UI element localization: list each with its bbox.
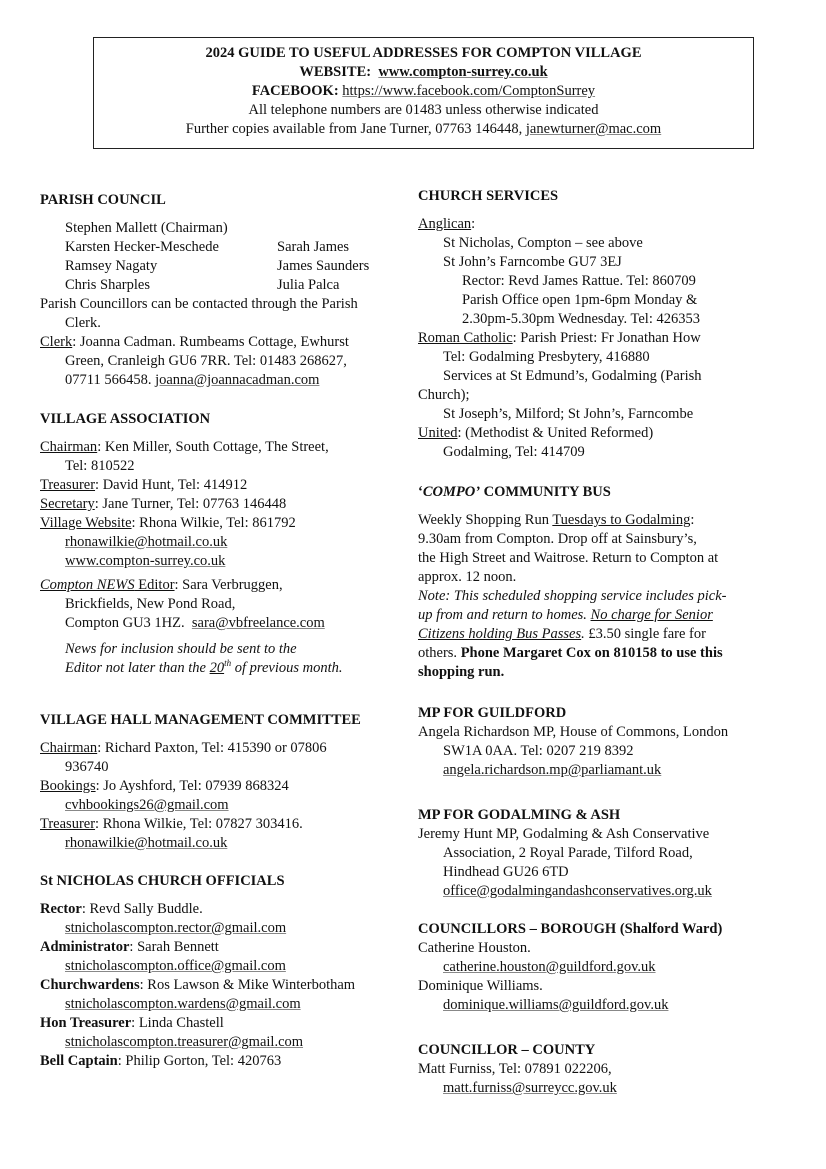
va-website-url [40,552,412,571]
bus-line-4: approx. 12 noon. [418,569,517,585]
va-chairman: Chairman: Ken Miller, South Cottage, The Street, [40,439,329,455]
village-website-link[interactable]: www.compton-surrey.co.uk [65,553,226,569]
village-hall-heading: VILLAGE HALL MANAGEMENT COMMITTEE [40,712,361,728]
facebook-link[interactable]: https://www.facebook.com/ComptonSurrey [342,83,596,99]
councillor-county-section [418,1041,790,1098]
va-website: Village Website: Rhona Wilkie, Tel: 861792 [40,515,296,531]
va-chairman-tel: Tel: 810522 [65,458,135,474]
header-box [93,37,754,149]
furniss-email-link[interactable]: matt.furniss@surreycc.gov.uk [443,1080,617,1096]
anglican-label: Anglican: [418,216,476,232]
office-email-link[interactable]: stnicholascompton.office@gmail.com [65,958,286,974]
anglican-4: Parish Office open 1pm-6pm Monday & [462,292,698,308]
hon-treasurer-email [40,1033,412,1052]
bus-line-3: the High Street and Waitrose. Return to Compton at [418,550,719,566]
mp-guildford-2: SW1A 0AA. Tel: 0207 219 8392 [443,743,634,759]
news-editor: Compton NEWS Editor: Sara Verbruggen, [40,577,283,593]
bus-note-2: up from and return to homes. No charge for Senior [418,607,713,623]
village-hall-section [40,711,412,853]
page-title: 2024 GUIDE TO USEFUL ADDRESSES FOR COMPTON VILLAGE [205,45,642,61]
church-services-heading: CHURCH SERVICES [418,188,559,204]
mp-godalming-heading: MP FOR GODALMING & ASH [418,807,621,823]
church-officials-section [40,872,412,1071]
bus-note-3: Citizens holding Bus Passes. £3.50 single fare for [418,626,706,642]
news-addr-2: Compton GU3 1HZ. sara@vbfreelance.com [65,615,325,631]
phone-note: All telephone numbers are 01483 unless otherwise indicated [248,102,599,118]
mp-guildford-section [418,704,790,780]
bookings-email-link[interactable]: cvhbookings26@gmail.com [65,797,229,813]
bus-note-1: Note: This scheduled shopping service includes pick- [418,588,727,604]
news-email-link[interactable]: sara@vbfreelance.com [191,615,325,631]
bus-line-1: Weekly Shopping Run Tuesdays to Godalming: [418,512,695,528]
rector-email-link[interactable]: stnicholascompton.rector@gmail.com [65,920,287,936]
bell-captain: Bell Captain: Philip Gorton, Tel: 420763 [40,1053,282,1069]
community-bus-section [418,483,790,682]
bus-line-5: others. Phone Margaret Cox on 810158 to use this [418,645,723,661]
county-councillor-email [418,1079,790,1098]
rc-tel: Tel: Godalming Presbytery, 416880 [443,349,650,365]
vh-treasurer: Treasurer: Rhona Wilkie, Tel: 07827 303416. [40,816,303,832]
rc-services-2: Church); [418,387,470,403]
rc-services-3: St Joseph’s, Milford; St John’s, Farncombe [443,406,694,422]
clerk-line: Clerk: Joanna Cadman. Rumbeams Cottage, Ewhurst [40,334,349,350]
houston-email-link[interactable]: catherine.houston@guildford.gov.uk [443,959,656,975]
united-tel: Godalming, Tel: 414709 [443,444,585,460]
roman-catholic: Roman Catholic: Parish Priest: Fr Jonathan How [418,330,701,346]
councillor-county-heading: COUNCILLOR – COUNTY [418,1042,596,1058]
anglican-3: Rector: Revd James Rattue. Tel: 860709 [462,273,696,289]
parish-members-row: Chris Sharples Julia Palca [65,277,340,293]
hon-treasurer: Hon Treasurer: Linda Chastell [40,1015,224,1031]
administrator-email [40,957,412,976]
rector: Rector: Revd Sally Buddle. [40,901,203,917]
parish-members-row: Ramsey Nagaty James Saunders [65,258,370,274]
va-website-email [40,533,412,552]
website-line: WEBSITE: www.compton-surrey.co.uk [299,64,548,80]
treasurer-email-link[interactable]: stnicholascompton.treasurer@gmail.com [65,1034,304,1050]
anglican-5: 2.30pm-5.30pm Wednesday. Tel: 426353 [462,311,700,327]
parish-contact-note-2: Clerk. [65,315,101,331]
vh-bookings: Bookings: Jo Ayshford, Tel: 07939 868324 [40,778,289,794]
councillors-borough-section [418,920,790,1015]
wardens-email-link[interactable]: stnicholascompton.wardens@gmail.com [65,996,301,1012]
administrator: Administrator: Sarah Bennett [40,939,219,955]
bus-line-2: 9.30am from Compton. Drop off at Sainsbury’s, [418,531,697,547]
church-officials-heading: St NICHOLAS CHURCH OFFICIALS [40,873,285,889]
news-note-1: News for inclusion should be sent to the [65,641,297,657]
councillors-borough-heading: COUNCILLORS – BOROUGH (Shalford Ward) [418,921,723,937]
vh-bookings-email [40,796,412,815]
mp-godalming-section [418,806,790,901]
churchwardens-email [40,995,412,1014]
mp-godalming-2: Association, 2 Royal Parade, Tilford Road, [443,845,693,861]
county-councillor: Matt Furniss, Tel: 07891 022206, [418,1061,612,1077]
mp-guildford-email-link[interactable]: angela.richardson.mp@parliamant.uk [443,762,662,778]
mp-guildford-heading: MP FOR GUILDFORD [418,705,567,721]
vh-treasurer-email [40,834,412,853]
community-bus-heading: ‘COMPO’ COMMUNITY BUS [418,484,611,500]
website-link[interactable]: www.compton-surrey.co.uk [378,64,548,80]
rc-services-1: Services at St Edmund’s, Godalming (Parish [443,368,702,384]
rhona-email-link[interactable]: rhonawilkie@hotmail.co.uk [65,534,228,550]
vh-treasurer-email-link[interactable]: rhonawilkie@hotmail.co.uk [65,835,228,851]
va-treasurer: Treasurer: David Hunt, Tel: 414912 [40,477,248,493]
rector-email [40,919,412,938]
churchwardens: Churchwardens: Ros Lawson & Mike Winterbotham [40,977,356,993]
mp-godalming-email-link[interactable]: office@godalmingandashconservatives.org.uk [443,883,712,899]
news-addr-1: Brickfields, New Pond Road, [65,596,236,612]
village-association-heading: VILLAGE ASSOCIATION [40,411,211,427]
councillor-2: Dominique Williams. [418,978,543,994]
mp-godalming-3: Hindhead GU26 6TD [443,864,569,880]
williams-email-link[interactable]: dominique.williams@guildford.gov.uk [443,997,669,1013]
vh-chairman-2: 936740 [65,759,109,775]
united: United: (Methodist & United Reformed) [418,425,654,441]
church-services-section [418,187,790,462]
parish-members-row: Karsten Hecker-Meschede Sarah James [65,239,350,255]
mp-godalming-email [418,882,790,901]
anglican-1: St Nicholas, Compton – see above [443,235,643,251]
councillor-1-email [418,958,790,977]
anglican-2: St John’s Farncombe GU7 3EJ [443,254,622,270]
bus-line-6: shopping run. [418,664,505,680]
village-association-section [40,410,412,678]
mp-guildford-1: Angela Richardson MP, House of Commons, London [418,724,729,740]
vh-chairman: Chairman: Richard Paxton, Tel: 415390 or 07806 [40,740,327,756]
parish-council-heading: PARISH COUNCIL [40,192,166,208]
clerk-email-link[interactable]: joanna@joannacadman.com [155,372,320,388]
va-secretary: Secretary: Jane Turner, Tel: 07763 146448 [40,496,287,512]
copies-note: Further copies available from Jane Turner, 07763 146448, janewturner@mac.com [185,121,662,137]
parish-contact-note: Parish Councillors can be contacted through the Parish [40,296,358,312]
councillor-1: Catherine Houston. [418,940,531,956]
clerk-phone: 07711 566458. joanna@joannacadman.com [65,372,320,388]
clerk-address: Green, Cranleigh GU6 7RR. Tel: 01483 268627, [65,353,347,369]
parish-chair: Stephen Mallett (Chairman) [65,220,228,236]
facebook-line: FACEBOOK: https://www.facebook.com/ComptonSurrey [251,83,596,99]
news-note-2: Editor not later than the 20th of previous month. [65,658,343,676]
copies-email-link[interactable]: janewturner@mac.com [525,121,662,137]
mp-godalming-1: Jeremy Hunt MP, Godalming & Ash Conservative [418,826,710,842]
councillor-2-email [418,996,790,1015]
mp-guildford-email [418,761,790,780]
parish-council-section [40,191,412,390]
